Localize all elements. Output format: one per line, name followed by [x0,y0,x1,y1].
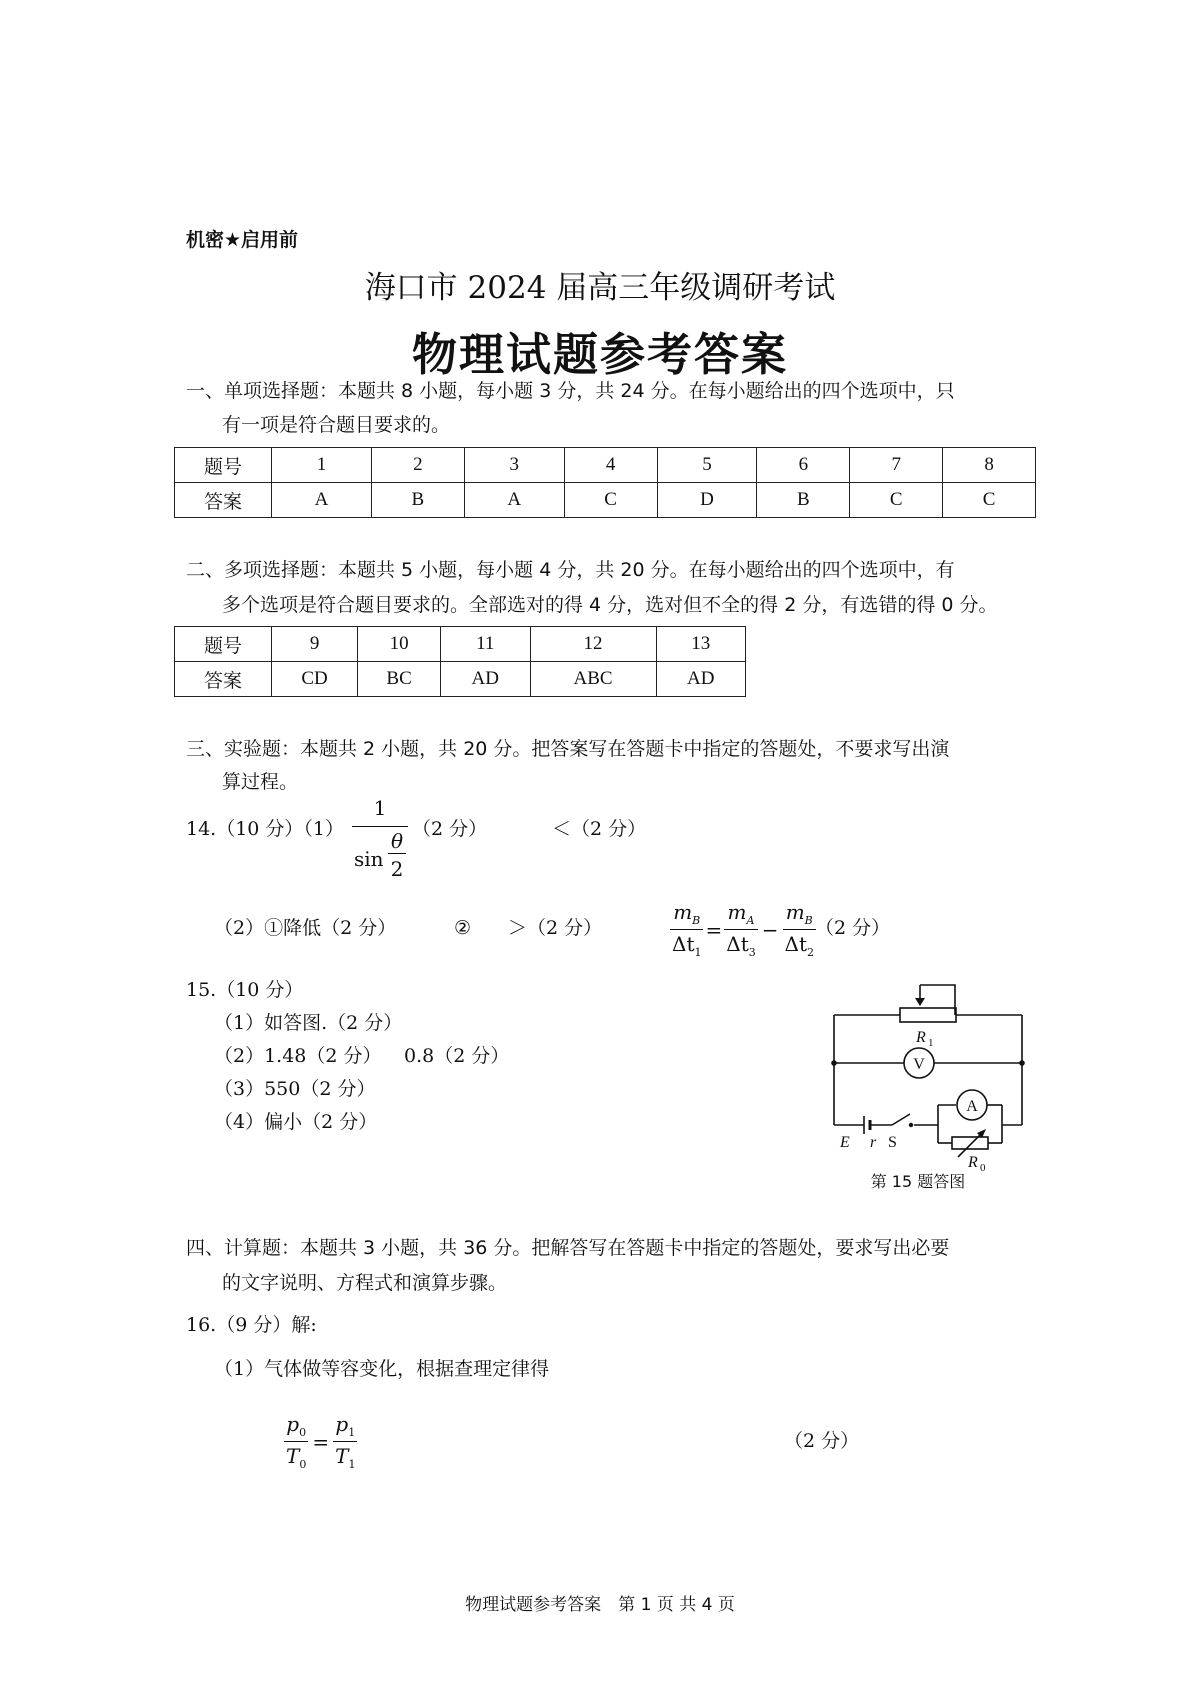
answer-cell: A [272,483,372,518]
q14-fraction-one-over-sin [352,796,408,887]
q15-part3: （3）550（2 分） [214,1078,376,1100]
q15-circuit-diagram [820,975,1040,1190]
voltmeter-label: V [913,1056,925,1073]
q15-heading: 15.（10 分） [186,979,304,1001]
answer-cell: BC [358,662,441,697]
q14-part2-first-answer: （2）①降低（2 分） [214,917,397,939]
q15-part2: （2）1.48（2 分） [214,1045,382,1067]
section3-intro-line2: 算过程。 [222,771,299,793]
question-number: 5 [657,448,757,483]
question-number: 10 [358,627,441,662]
question-number: 2 [371,448,464,483]
fraction-mB-over-dt1: $\frac{m_B}{\Delta t_1}$ [672,900,702,959]
multi-choice-answer-table [174,626,746,697]
answer-cell: C [943,483,1036,518]
question-number: 6 [757,448,850,483]
question-number: 11 [441,627,530,662]
answer-cell: D [657,483,757,518]
q16-heading: 16.（9 分）解: [186,1314,317,1336]
question-number: 1 [272,448,372,483]
minus-sign: − [761,917,779,942]
equals-sign: = [705,917,723,942]
q16-part1-text: （1）气体做等容变化，根据查理定律得 [214,1358,550,1380]
half-denominator: 2 [390,857,404,881]
q14-momentum-equation [670,900,816,959]
table-row [175,448,1036,483]
label-r: r [870,1134,877,1151]
question-number: 7 [850,448,943,483]
label-e: E [840,1134,850,1151]
question-number: 12 [530,627,656,662]
row-label-answer: 答案 [175,483,272,518]
row-label-answer: 答案 [175,662,272,697]
answer-cell: C [850,483,943,518]
section4-intro-line2: 的文字说明、方程式和演算步骤。 [222,1272,508,1294]
q14-part2-circled-two: ② [454,917,472,939]
q14-part2-equation-score: （2 分） [815,917,891,939]
question-number: 13 [656,627,745,662]
table-row [175,483,1036,518]
fraction-mA-over-dt3: $\frac{m_A}{\Delta t_3}$ [726,900,756,959]
answer-cell: A [464,483,564,518]
q16-score: （2 分） [784,1430,860,1452]
ammeter-label: A [966,1098,978,1115]
answer-cell: C [564,483,657,518]
equals-sign: = [312,1429,330,1454]
table-row [175,662,746,697]
confidential-label: 机密★启用前 [186,229,299,251]
fraction-p0-over-T0: $\frac{p_0}{T_0}$ [286,1412,307,1471]
q14-part1-score: （2 分） [412,818,488,840]
answer-cell: CD [272,662,358,697]
page-footer: 物理试题参考答案 第 1 页 共 4 页 [465,1595,735,1615]
section1-intro-line2: 有一项是符合题目要求的。 [222,414,451,436]
answer-cell: B [371,483,464,518]
answer-cell: AD [441,662,530,697]
q16-charles-law-equation [284,1412,357,1471]
row-label-number: 题号 [175,448,272,483]
q14-part2-second-answer: ＞（2 分） [508,917,603,939]
section1-intro-line1: 一、单项选择题：本题共 8 小题，每小题 3 分，共 24 分。在每小题给出的四个选项中，只 [186,380,955,402]
answer-cell: AD [656,662,745,697]
fraction-mB-over-dt2: $\frac{m_B}{\Delta t_2}$ [784,900,814,959]
sin-label: sin [354,847,384,871]
fraction-p1-over-T1: $\frac{p_1}{T_1}$ [335,1412,356,1471]
junction-dot [831,1060,837,1066]
label-r1: R [916,1029,926,1046]
row-label-number: 题号 [175,627,272,662]
document-title: 物理试题参考答案 [411,328,788,381]
q15-part4: （4）偏小（2 分） [214,1111,378,1133]
figure-caption: 第 15 题答图 [870,1172,966,1190]
single-choice-answer-table [174,447,1036,518]
answer-cell: ABC [530,662,656,697]
switch-contact [909,1123,913,1127]
section4-intro-line1: 四、计算题：本题共 3 小题，共 36 分。把解答写在答题卡中指定的答题处，要求写出必要 [186,1237,950,1259]
answer-cell: B [757,483,850,518]
label-s: S [888,1134,897,1151]
q15-part1: （1）如答图.（2 分） [214,1012,403,1034]
question-number: 3 [464,448,564,483]
q14-part1-second-answer: ＜（2 分） [552,818,647,840]
fraction-numerator: 1 [352,796,408,827]
section2-intro-line2: 多个选项是符合题目要求的。全部选对的得 4 分，选对但不全的得 2 分，有选错的得 0 分。 [222,594,998,616]
q14-heading: 14.（10 分）（1） [186,818,345,840]
question-number: 4 [564,448,657,483]
q15-part2-second: 0.8（2 分） [404,1045,510,1067]
question-number: 9 [272,627,358,662]
section2-intro-line1: 二、多项选择题：本题共 5 小题，每小题 4 分，共 20 分。在每小题给出的四个选项中，有 [186,559,955,581]
junction-dot [1019,1060,1025,1066]
section3-intro-line1: 三、实验题：本题共 2 小题，共 20 分。把答案写在答题卡中指定的答题处，不要求写出演 [186,738,950,760]
exam-title: 海口市 2024 届高三年级调研考试 [364,270,836,306]
table-row [175,627,746,662]
slider-arrow [915,998,925,1006]
label-r1-subscript: 1 [928,1037,934,1049]
question-number: 8 [943,448,1036,483]
label-r0-subscript: 0 [980,1162,986,1174]
theta-symbol: θ [388,829,406,854]
label-r0: R [968,1154,978,1171]
fraction-denominator [352,827,408,887]
